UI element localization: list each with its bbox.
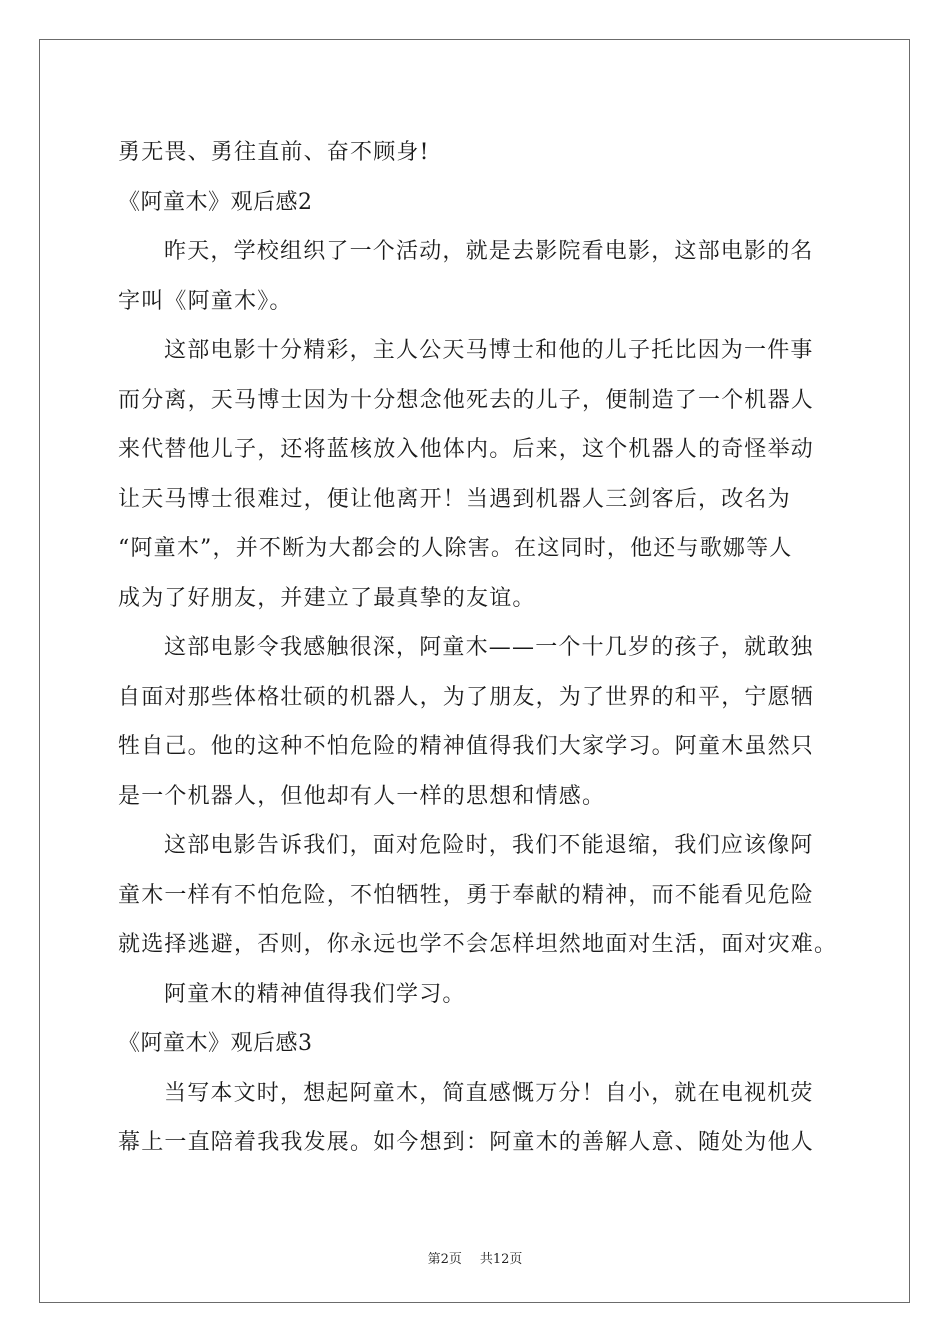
page-footer	[0, 1248, 950, 1267]
text-line: “阿童木”，并不断为大都会的人除害。在这同时，他还与歌娜等人	[118, 536, 793, 561]
text-line: 昨天，学校组织了一个活动，就是去影院看电影，这部电影的名	[164, 239, 814, 264]
text-line: 就选择逃避，否则，你永远也学不会怎样坦然地面对生活，面对灾难。	[118, 932, 838, 957]
page-total: 共12页	[479, 1252, 523, 1267]
text-line: 这部电影令我感触很深，阿童木——一个十几岁的孩子，就敢独	[164, 635, 814, 660]
section-heading: 《阿童木》观后感3	[118, 1031, 313, 1056]
text-line: 阿童木的精神值得我们学习。	[164, 981, 466, 1007]
section-heading: 《阿童木》观后感2	[118, 189, 313, 215]
text-line: 让天马博士很难过，便让他离开！当遇到机器人三剑客后，改名为	[118, 486, 791, 512]
text-line: 当写本文时，想起阿童木，简直感慨万分！自小，就在电视机荧	[164, 1080, 814, 1106]
text-line: 是一个机器人，但他却有人一样的思想和情感。	[118, 783, 606, 809]
text-line: 幕上一直陪着我我发展。如今想到：阿童木的善解人意、随处为他人	[118, 1130, 815, 1155]
text-line: 来代替他儿子，还将蓝核放入他体内。后来，这个机器人的奇怪举动	[118, 437, 815, 462]
text-line: 勇无畏、勇往直前、奋不顾身!	[118, 140, 430, 165]
text-line: 童木一样有不怕危险，不怕牺牲，勇于奉献的精神，而不能看见危险	[118, 882, 815, 908]
text-line: 字叫《阿童木》。	[118, 288, 293, 314]
document-body	[118, 128, 848, 1168]
text-line: 牲自己。他的这种不怕危险的精神值得我们大家学习。阿童木虽然只	[118, 734, 815, 759]
text-line: 自面对那些体格壮硕的机器人，为了朋友，为了世界的和平，宁愿牺	[118, 684, 815, 710]
page-number: 第2页	[427, 1252, 462, 1267]
text-line: 成为了好朋友，并建立了最真挚的友谊。	[118, 585, 536, 611]
text-line: 这部电影十分精彩，主人公天马博士和他的儿子托比因为一件事	[164, 338, 814, 363]
text-line: 而分离，天马博士因为十分想念他死去的儿子，便制造了一个机器人	[118, 387, 815, 413]
text-line: 这部电影告诉我们，面对危险时，我们不能退缩，我们应该像阿	[164, 833, 814, 858]
